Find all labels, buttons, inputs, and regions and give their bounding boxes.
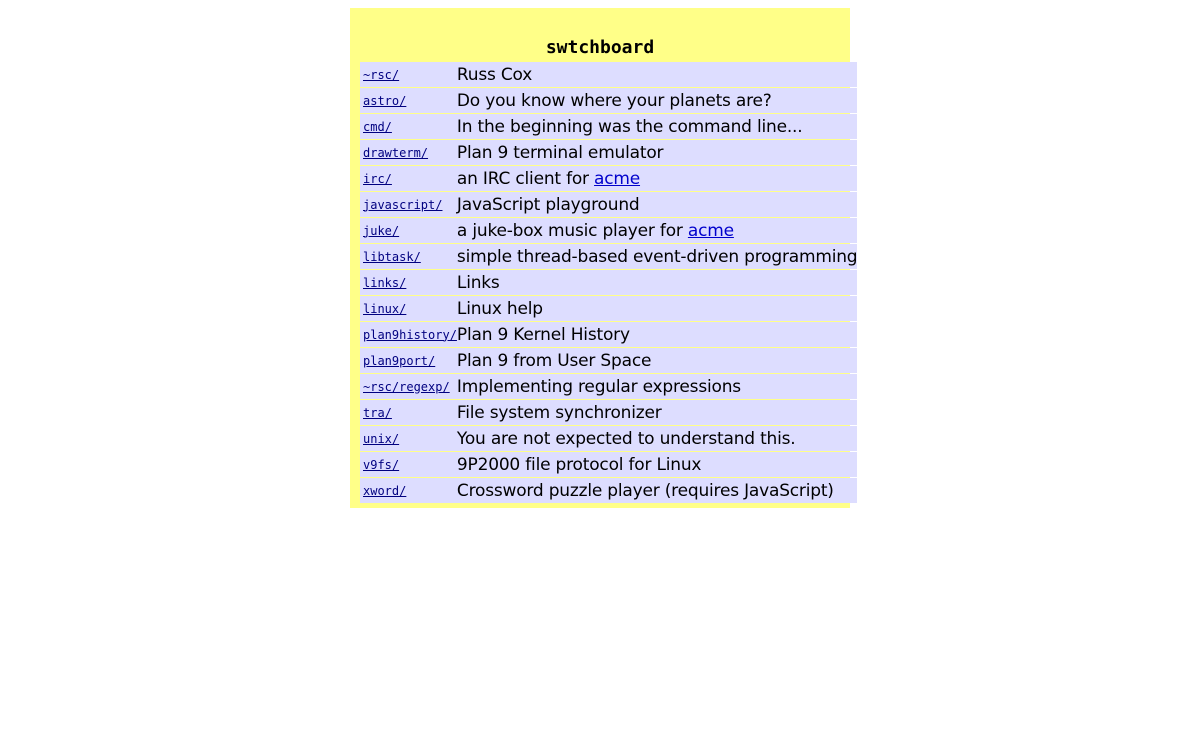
description-text: Plan 9 terminal emulator [456,142,664,163]
description-cell [457,244,857,269]
description-text: You are not expected to understand this. [456,428,796,449]
directory-link[interactable]: links/ [363,275,407,290]
description-cell [457,322,857,347]
switchboard-panel [350,8,858,508]
table-row [360,296,857,321]
directory-cell [360,244,457,269]
table-row [360,166,857,191]
description-cell [457,88,857,113]
directory-cell [360,348,457,373]
table-row [360,478,857,503]
description-cell [457,114,857,139]
description-cell [457,62,857,87]
description-text: Plan 9 Kernel History [456,324,630,345]
table-row [360,270,857,295]
description-text: Crossword puzzle player (requires JavaScript) [456,480,834,501]
directory-link[interactable]: ~rsc/regexp/ [363,379,450,394]
table-row [360,62,857,87]
table-row [360,452,857,477]
description-text: File system synchronizer [456,402,662,423]
directory-link[interactable]: unix/ [363,431,400,446]
directory-link[interactable]: drawterm/ [363,145,429,160]
description-text: Russ Cox [456,64,533,85]
directory-cell [360,296,457,321]
description-text: Links [456,272,500,293]
directory-link[interactable]: ~rsc/ [363,67,400,82]
description-cell [457,374,857,399]
description-text: In the beginning was the command line... [456,116,803,137]
description-text: 9P2000 file protocol for Linux [456,454,702,475]
description-text: Linux help [456,298,543,319]
description-text: Implementing regular expressions [456,376,741,397]
table-row [360,140,857,165]
table-row [360,426,857,451]
directory-link[interactable]: plan9port/ [363,353,436,368]
directory-cell [360,452,457,477]
directory-link[interactable]: linux/ [363,301,407,316]
directory-link[interactable]: irc/ [363,171,392,186]
directory-cell [360,374,457,399]
directory-link[interactable]: v9fs/ [363,457,400,472]
table-row [360,88,857,113]
acme-link[interactable]: acme [594,168,641,189]
acme-link[interactable]: acme [687,220,734,241]
description-text: JavaScript playground [456,194,640,215]
description-cell [457,218,857,243]
directory-cell [360,400,457,425]
table-row [360,374,857,399]
directory-link[interactable]: juke/ [363,223,400,238]
directory-link[interactable]: plan9history/ [363,327,457,342]
description-cell [457,192,857,217]
directory-cell [360,270,457,295]
table-row [360,218,857,243]
description-cell [457,452,857,477]
directory-link[interactable]: tra/ [363,405,392,420]
table-row [360,348,857,373]
description-text: simple thread-based event-driven programming [456,246,858,267]
description-cell [457,400,857,425]
directory-cell [360,426,457,451]
description-cell [457,478,857,503]
directory-table [360,61,857,504]
directory-cell [360,166,457,191]
directory-cell [360,218,457,243]
description-cell [457,348,857,373]
description-text: Plan 9 from User Space [456,350,652,371]
page-title: swtchboard [545,37,655,58]
table-row [360,192,857,217]
directory-cell [360,322,457,347]
directory-link[interactable]: libtask/ [363,249,421,264]
description-text: a juke-box music player for [456,220,688,241]
directory-cell [360,478,457,503]
description-cell [457,140,857,165]
directory-cell [360,62,457,87]
description-cell [457,166,857,191]
table-row [360,114,857,139]
description-cell [457,426,857,451]
table-row [360,244,857,269]
table-row [360,322,857,347]
directory-cell [360,114,457,139]
directory-cell [360,192,457,217]
directory-link[interactable]: javascript/ [363,197,443,212]
description-text: Do you know where your planets are? [456,90,772,111]
directory-cell [360,88,457,113]
description-cell [457,270,857,295]
description-text: an IRC client for [456,168,595,189]
directory-link[interactable]: cmd/ [363,119,392,134]
directory-cell [360,140,457,165]
directory-link[interactable]: xword/ [363,483,407,498]
table-row [360,400,857,425]
directory-link[interactable]: astro/ [363,93,407,108]
description-cell [457,296,857,321]
